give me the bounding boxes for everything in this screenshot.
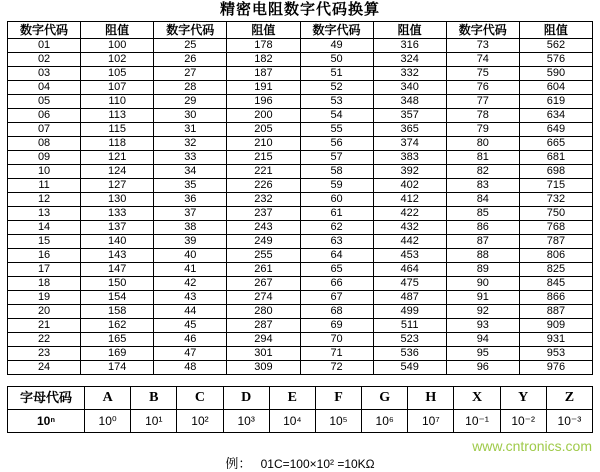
cell-code: 80: [446, 137, 519, 151]
letter-cell: G: [362, 387, 408, 410]
cell-value: 105: [81, 67, 154, 81]
cell-code: 51: [300, 67, 373, 81]
cell-value: 825: [519, 263, 592, 277]
cell-code: 53: [300, 95, 373, 109]
letter-cell: Y: [500, 387, 546, 410]
table-row: [8, 137, 593, 151]
cell-code: 47: [154, 347, 227, 361]
cell-value: 464: [373, 263, 446, 277]
cell-value: 750: [519, 207, 592, 221]
cell-value: 162: [81, 319, 154, 333]
cell-code: 40: [154, 249, 227, 263]
cell-code: 67: [300, 291, 373, 305]
cell-code: 52: [300, 81, 373, 95]
column-header: 阻值: [373, 22, 446, 39]
cell-value: 150: [81, 277, 154, 291]
column-header: 阻值: [227, 22, 300, 39]
cell-code: 65: [300, 263, 373, 277]
cell-code: 61: [300, 207, 373, 221]
cell-code: 57: [300, 151, 373, 165]
cell-code: 95: [446, 347, 519, 361]
letter-cell: X: [454, 387, 500, 410]
cell-code: 78: [446, 109, 519, 123]
cell-value: 221: [227, 165, 300, 179]
cell-code: 21: [8, 319, 81, 333]
cell-code: 39: [154, 235, 227, 249]
cell-code: 56: [300, 137, 373, 151]
table-row: [8, 193, 593, 207]
power-cell: 10⁻¹: [454, 410, 500, 433]
example-expression: 01C=100×10² =10KΩ: [260, 457, 375, 471]
cell-value: 154: [81, 291, 154, 305]
cell-code: 73: [446, 39, 519, 53]
cell-value: 118: [81, 137, 154, 151]
cell-value: 316: [373, 39, 446, 53]
table-row: [8, 291, 593, 305]
cell-code: 91: [446, 291, 519, 305]
cell-value: 158: [81, 305, 154, 319]
cell-code: 12: [8, 193, 81, 207]
letter-row: [8, 387, 593, 410]
table-row: [8, 361, 593, 375]
cell-code: 33: [154, 151, 227, 165]
cell-code: 74: [446, 53, 519, 67]
cell-code: 01: [8, 39, 81, 53]
cell-value: 249: [227, 235, 300, 249]
cell-code: 42: [154, 277, 227, 291]
cell-code: 54: [300, 109, 373, 123]
cell-code: 19: [8, 291, 81, 305]
cell-value: 205: [227, 123, 300, 137]
cell-value: 133: [81, 207, 154, 221]
cell-value: 294: [227, 333, 300, 347]
cell-code: 36: [154, 193, 227, 207]
cell-value: 196: [227, 95, 300, 109]
cell-value: 845: [519, 277, 592, 291]
cell-code: 07: [8, 123, 81, 137]
cell-code: 50: [300, 53, 373, 67]
cell-value: 523: [373, 333, 446, 347]
cell-code: 27: [154, 67, 227, 81]
cell-code: 24: [8, 361, 81, 375]
cell-code: 11: [8, 179, 81, 193]
cell-value: 255: [227, 249, 300, 263]
cell-value: 165: [81, 333, 154, 347]
cell-value: 102: [81, 53, 154, 67]
column-header: 数字代码: [300, 22, 373, 39]
cell-code: 35: [154, 179, 227, 193]
cell-value: 619: [519, 95, 592, 109]
table-row: [8, 81, 593, 95]
cell-value: 953: [519, 347, 592, 361]
cell-code: 14: [8, 221, 81, 235]
cell-value: 698: [519, 165, 592, 179]
table-row: [8, 39, 593, 53]
table-header-row: [8, 22, 593, 39]
cell-value: 365: [373, 123, 446, 137]
cell-code: 62: [300, 221, 373, 235]
cell-code: 88: [446, 249, 519, 263]
power-cell: 10⁻²: [500, 410, 546, 433]
cell-code: 31: [154, 123, 227, 137]
cell-code: 93: [446, 319, 519, 333]
cell-value: 301: [227, 347, 300, 361]
cell-code: 18: [8, 277, 81, 291]
cell-code: 69: [300, 319, 373, 333]
power-cell: 10⁶: [362, 410, 408, 433]
cell-value: 590: [519, 67, 592, 81]
cell-value: 681: [519, 151, 592, 165]
cell-value: 412: [373, 193, 446, 207]
column-header: 阻值: [81, 22, 154, 39]
letter-cell: A: [85, 387, 131, 410]
cell-code: 08: [8, 137, 81, 151]
cell-code: 82: [446, 165, 519, 179]
cell-value: 130: [81, 193, 154, 207]
table-row: [8, 333, 593, 347]
table-row: [8, 123, 593, 137]
cell-value: 383: [373, 151, 446, 165]
cell-code: 46: [154, 333, 227, 347]
cell-value: 200: [227, 109, 300, 123]
cell-value: 787: [519, 235, 592, 249]
table-row: [8, 165, 593, 179]
page-title: 精密电阻数字代码换算: [219, 2, 380, 18]
cell-code: 68: [300, 305, 373, 319]
table-row: [8, 249, 593, 263]
cell-code: 30: [154, 109, 227, 123]
cell-code: 72: [300, 361, 373, 375]
cell-code: 48: [154, 361, 227, 375]
letter-cell: C: [177, 387, 223, 410]
cell-code: 02: [8, 53, 81, 67]
cell-value: 562: [519, 39, 592, 53]
cell-code: 41: [154, 263, 227, 277]
cell-code: 23: [8, 347, 81, 361]
cell-value: 127: [81, 179, 154, 193]
table-row: [8, 109, 593, 123]
power-cell: 10¹: [131, 410, 177, 433]
table-row: [8, 179, 593, 193]
cell-value: 191: [227, 81, 300, 95]
power-cell: 10⁻³: [546, 410, 592, 433]
table-row: [8, 67, 593, 81]
table-row: [8, 221, 593, 235]
cell-value: 453: [373, 249, 446, 263]
letter-cell: Z: [546, 387, 592, 410]
cell-value: 604: [519, 81, 592, 95]
cell-code: 77: [446, 95, 519, 109]
power-row: [8, 410, 593, 433]
cell-value: 140: [81, 235, 154, 249]
cell-code: 38: [154, 221, 227, 235]
cell-value: 536: [373, 347, 446, 361]
cell-value: 100: [81, 39, 154, 53]
cell-value: 931: [519, 333, 592, 347]
cell-code: 25: [154, 39, 227, 53]
cell-value: 187: [227, 67, 300, 81]
cell-value: 422: [373, 207, 446, 221]
power-cell: 10⁵: [315, 410, 361, 433]
cell-code: 85: [446, 207, 519, 221]
power-cell: 10⁰: [85, 410, 131, 433]
cell-value: 174: [81, 361, 154, 375]
cell-code: 87: [446, 235, 519, 249]
cell-code: 60: [300, 193, 373, 207]
cell-value: 487: [373, 291, 446, 305]
cell-value: 261: [227, 263, 300, 277]
cell-code: 49: [300, 39, 373, 53]
cell-value: 210: [227, 137, 300, 151]
cell-value: 274: [227, 291, 300, 305]
cell-value: 107: [81, 81, 154, 95]
cell-value: 432: [373, 221, 446, 235]
example-label: 例：: [225, 456, 252, 471]
cell-value: 237: [227, 207, 300, 221]
column-header: 阻值: [519, 22, 592, 39]
letter-cell: D: [223, 387, 269, 410]
cell-code: 15: [8, 235, 81, 249]
cell-value: 768: [519, 221, 592, 235]
cell-value: 649: [519, 123, 592, 137]
cell-code: 06: [8, 109, 81, 123]
cell-value: 137: [81, 221, 154, 235]
table-row: [8, 305, 593, 319]
cell-value: 976: [519, 361, 592, 375]
cell-code: 70: [300, 333, 373, 347]
cell-code: 59: [300, 179, 373, 193]
cell-code: 76: [446, 81, 519, 95]
power-cell: 10⁴: [269, 410, 315, 433]
letter-code-table: [7, 386, 593, 433]
cell-value: 499: [373, 305, 446, 319]
cell-value: 732: [519, 193, 592, 207]
cell-code: 34: [154, 165, 227, 179]
table-row: [8, 235, 593, 249]
cell-code: 05: [8, 95, 81, 109]
cell-value: 147: [81, 263, 154, 277]
cell-value: 115: [81, 123, 154, 137]
cell-value: 475: [373, 277, 446, 291]
cell-value: 280: [227, 305, 300, 319]
cell-code: 20: [8, 305, 81, 319]
cell-value: 715: [519, 179, 592, 193]
cell-value: 169: [81, 347, 154, 361]
power-cell: 10⁷: [408, 410, 454, 433]
power-row-header: 10ⁿ: [8, 410, 85, 433]
cell-value: 374: [373, 137, 446, 151]
cell-value: 332: [373, 67, 446, 81]
cell-value: 143: [81, 249, 154, 263]
cell-value: 182: [227, 53, 300, 67]
letter-cell: F: [315, 387, 361, 410]
cell-value: 402: [373, 179, 446, 193]
cell-value: 324: [373, 53, 446, 67]
cell-value: 226: [227, 179, 300, 193]
cell-code: 83: [446, 179, 519, 193]
cell-code: 55: [300, 123, 373, 137]
letter-row-header: 字母代码: [8, 387, 85, 410]
cell-code: 43: [154, 291, 227, 305]
power-cell: 10³: [223, 410, 269, 433]
cell-code: 94: [446, 333, 519, 347]
cell-value: 634: [519, 109, 592, 123]
cell-value: 392: [373, 165, 446, 179]
cell-value: 309: [227, 361, 300, 375]
cell-code: 89: [446, 263, 519, 277]
column-header: 数字代码: [154, 22, 227, 39]
cell-code: 09: [8, 151, 81, 165]
resistor-code-table: [7, 21, 593, 375]
table-row: [8, 53, 593, 67]
cell-value: 124: [81, 165, 154, 179]
watermark: www.cntronics.com: [472, 438, 592, 454]
cell-value: 348: [373, 95, 446, 109]
cell-code: 13: [8, 207, 81, 221]
cell-code: 22: [8, 333, 81, 347]
cell-code: 28: [154, 81, 227, 95]
cell-code: 44: [154, 305, 227, 319]
cell-code: 64: [300, 249, 373, 263]
cell-code: 32: [154, 137, 227, 151]
example-line: [0, 453, 600, 472]
table-row: [8, 95, 593, 109]
cell-code: 04: [8, 81, 81, 95]
cell-value: 267: [227, 277, 300, 291]
power-cell: 10²: [177, 410, 223, 433]
column-header: 数字代码: [446, 22, 519, 39]
cell-code: 81: [446, 151, 519, 165]
cell-code: 79: [446, 123, 519, 137]
letter-cell: B: [131, 387, 177, 410]
table-row: [8, 277, 593, 291]
cell-code: 66: [300, 277, 373, 291]
cell-code: 26: [154, 53, 227, 67]
cell-code: 71: [300, 347, 373, 361]
cell-code: 84: [446, 193, 519, 207]
cell-value: 549: [373, 361, 446, 375]
cell-value: 576: [519, 53, 592, 67]
cell-value: 178: [227, 39, 300, 53]
cell-code: 86: [446, 221, 519, 235]
cell-value: 113: [81, 109, 154, 123]
cell-code: 29: [154, 95, 227, 109]
table-row: [8, 207, 593, 221]
letter-cell: H: [408, 387, 454, 410]
column-header: 数字代码: [8, 22, 81, 39]
cell-value: 806: [519, 249, 592, 263]
cell-code: 96: [446, 361, 519, 375]
cell-value: 340: [373, 81, 446, 95]
cell-value: 511: [373, 319, 446, 333]
cell-value: 121: [81, 151, 154, 165]
cell-code: 63: [300, 235, 373, 249]
cell-code: 58: [300, 165, 373, 179]
table-row: [8, 263, 593, 277]
cell-value: 909: [519, 319, 592, 333]
table-row: [8, 151, 593, 165]
cell-value: 665: [519, 137, 592, 151]
letter-cell: E: [269, 387, 315, 410]
cell-value: 887: [519, 305, 592, 319]
cell-value: 357: [373, 109, 446, 123]
cell-value: 232: [227, 193, 300, 207]
cell-code: 10: [8, 165, 81, 179]
cell-value: 866: [519, 291, 592, 305]
cell-code: 45: [154, 319, 227, 333]
cell-value: 442: [373, 235, 446, 249]
cell-value: 243: [227, 221, 300, 235]
cell-code: 16: [8, 249, 81, 263]
cell-value: 215: [227, 151, 300, 165]
cell-code: 75: [446, 67, 519, 81]
cell-value: 287: [227, 319, 300, 333]
cell-code: 37: [154, 207, 227, 221]
cell-code: 17: [8, 263, 81, 277]
cell-code: 90: [446, 277, 519, 291]
table-row: [8, 347, 593, 361]
cell-code: 92: [446, 305, 519, 319]
cell-code: 03: [8, 67, 81, 81]
cell-value: 110: [81, 95, 154, 109]
table-row: [8, 319, 593, 333]
table-gap: [0, 375, 600, 386]
